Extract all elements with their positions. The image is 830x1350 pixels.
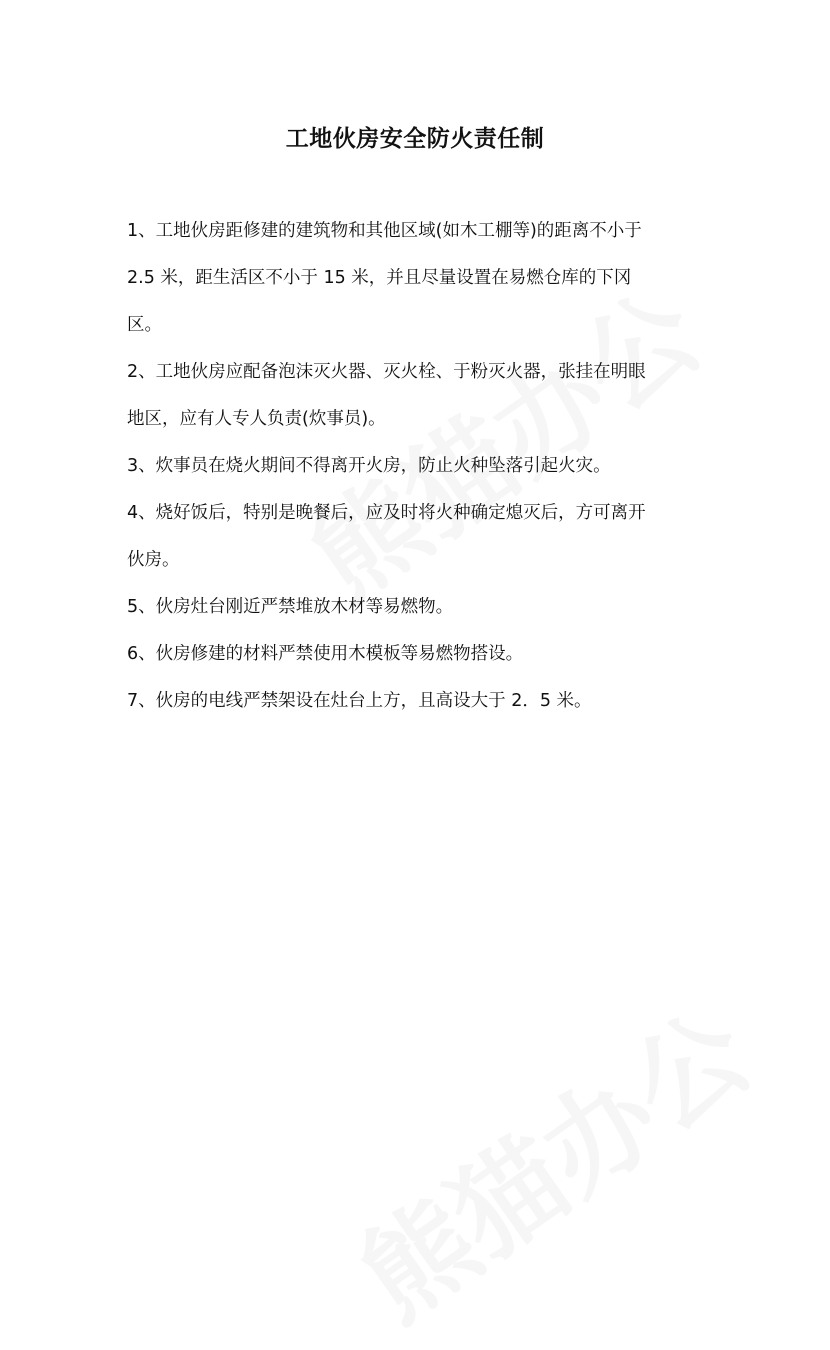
text-line: 7、伙房的电线严禁架设在灶台上方，且高设大于 2．5 米。 <box>127 691 592 711</box>
list-item <box>127 208 712 349</box>
text-line: 1、工地伙房距修建的建筑物和其他区域(如木工棚等)的距离不小于 <box>127 221 642 241</box>
list-item <box>127 584 712 631</box>
text-line: 5、伙房灶台刚近严禁堆放木材等易燃物。 <box>127 597 454 617</box>
list-item <box>127 443 712 490</box>
list-item <box>127 678 712 725</box>
list-item <box>127 631 712 678</box>
text-line: 区。 <box>127 315 162 335</box>
list-item <box>127 349 712 443</box>
document-title: 工地伙房安全防火责任制 <box>285 126 545 152</box>
list-item <box>127 490 712 584</box>
document-body <box>127 208 712 725</box>
text-line: 伙房。 <box>127 550 180 570</box>
text-line: 4、烧好饭后，特别是晚餐后，应及时将火种确定熄灭后，方可离开 <box>127 503 646 523</box>
text-line: 2.5 米，距生活区不小于 15 米，并且尽量设置在易燃仓库的下冈 <box>127 268 632 288</box>
text-line: 6、伙房修建的材料严禁使用木模板等易燃物搭设。 <box>127 644 524 664</box>
text-line: 3、炊事员在烧火期间不得离开火房，防止火种坠落引起火灾。 <box>127 456 611 476</box>
text-line: 地区，应有人专人负责(炊事员)。 <box>127 409 386 429</box>
text-line: 2、工地伙房应配备泡沫灭火器、灭火栓、于粉灭火器，张挂在明眼 <box>127 362 646 382</box>
watermark <box>324 968 775 1350</box>
